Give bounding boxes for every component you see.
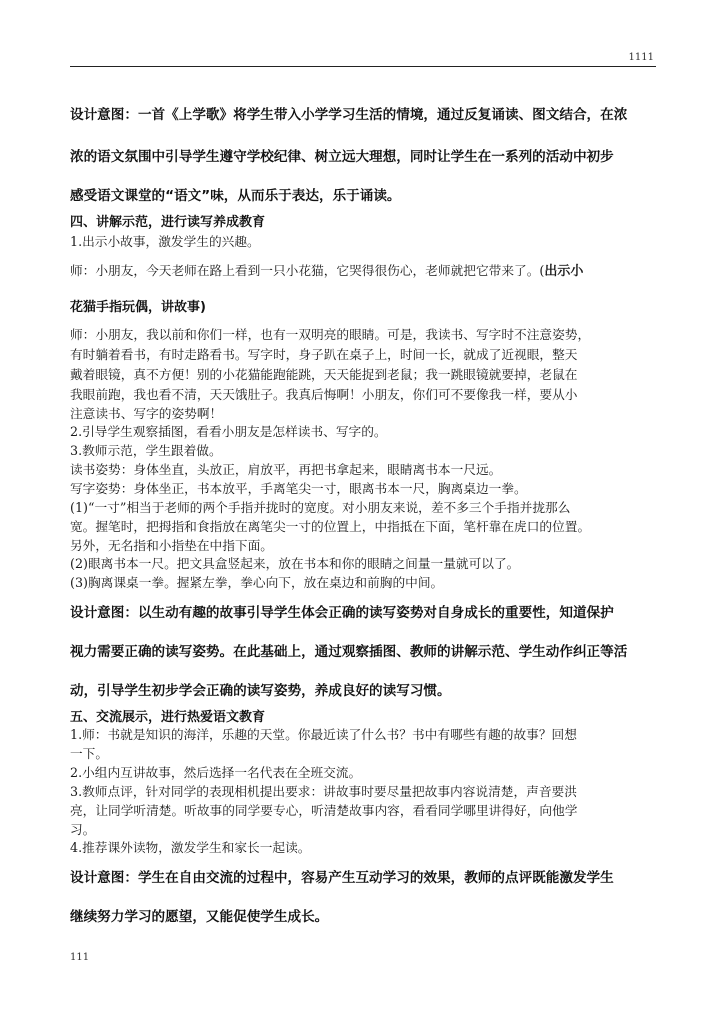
story-line: 戴着眼镜，真不方便！别的小花猫能跑能跳，天天能捉到老鼠；我一跳眼镜就要掉，老鼠在 <box>70 367 578 382</box>
design-intent-3-line1: 设计意图：学生在自由交流的过程中，容易产生互动学习的效果，教师的点评既能激发学生 <box>70 870 614 886</box>
story-line: 我眼前跑，我也看不清，天天饿肚子。我真后悔啊！小朋友，你们可不要像我一样，要从小 <box>70 387 578 402</box>
section5-item3-line: 习。 <box>70 822 96 837</box>
section5-item2: 2.小组内互讲故事，然后选择一名代表在全班交流。 <box>70 765 362 780</box>
section5-item4: 4.推荐课外读物，激发学生和家长一起读。 <box>70 840 311 855</box>
section5-item1-line: 1.师：书就是知识的海洋，乐趣的天堂。你最近读了什么书？书中有哪些有趣的故事？回想 <box>70 727 577 742</box>
teacher1-line2: 花猫手指玩偶，讲故事) <box>70 300 206 315</box>
design-intent-1-line2: 浓的语文氛围中引导学生遵守学校纪律、树立远大理想，同时让学生在一系列的活动中初步 <box>70 149 614 165</box>
teacher1-line1-text: 师：小朋友，今天老师在路上看到一只小花猫，它哭得很伤心，老师就把它带来了。( <box>70 263 545 278</box>
note1-line: 宽。握笔时，把拇指和食指放在离笔尖一寸的位置上，中指抵在下面，笔杆靠在虎口的位置。 <box>70 519 591 534</box>
header-page-number: 1111 <box>628 52 654 63</box>
section5-item3-line: 亮，让同学听清楚。听故事的同学要专心，听清楚故事内容，看看同学哪里讲得好，向他学 <box>70 803 578 818</box>
writing-posture: 写字姿势：身体坐正，书本放平，手离笔尖一寸，眼离书本一尺，胸离桌边一拳。 <box>70 481 527 496</box>
design-intent-2-line2: 视力需要正确的读写姿势。在此基础上，通过观察插图、教师的讲解示范、学生动作纠正等活 <box>70 644 628 660</box>
section5-item1-line: 一下。 <box>70 746 109 761</box>
story-line: 师：小朋友，我以前和你们一样，也有一双明亮的眼睛。可是，我读书、写字时不注意姿势， <box>70 327 591 342</box>
story-line: 注意读书、写字的姿势啊！ <box>70 406 223 421</box>
teacher1-line1-bold: 出示小 <box>544 264 584 279</box>
note1-line: (1)“一寸”相当于老师的两个手指并拢时的宽度。对小朋友来说，差不多三个手指并拢那么 <box>70 500 571 515</box>
section4-item2: 2.引导学生观察插图，看看小朋友是怎样读书、写字的。 <box>70 424 387 439</box>
design-intent-2-line1: 设计意图：以生动有趣的故事引导学生体会正确的读写姿势对自身成长的重要性，知道保护 <box>70 605 614 621</box>
section5-item3-line: 3.教师点评，针对同学的表现相机提出要求：讲故事时要尽量把故事内容说清楚，声音要洪 <box>70 784 577 799</box>
header-rule <box>70 66 656 67</box>
note2: (2)眼离书本一尺。把文具盒竖起来，放在书本和你的眼睛之间量一量就可以了。 <box>70 556 520 571</box>
section4-item1: 1.出示小故事，激发学生的兴趣。 <box>70 234 260 249</box>
design-intent-3-line2: 继续努力学习的愿望，又能促使学生成长。 <box>70 909 329 925</box>
section5-title: 五、交流展示，进行热爱语文教育 <box>70 710 266 725</box>
section4-title: 四、讲解示范，进行读写养成教育 <box>70 215 266 230</box>
design-intent-1-line3: 感受语文课堂的“语文”味，从而乐于表达，乐于诵读。 <box>70 188 401 204</box>
design-intent-1-line1: 设计意图：一首《上学歌》将学生带入小学学习生活的情境，通过反复诵读、图文结合，在浓 <box>70 107 628 123</box>
design-intent-2-line3: 动，引导学生初步学会正确的读写姿势，养成良好的读写习惯。 <box>70 683 451 699</box>
note1-line: 另外，无名指和小指垫在中指下面。 <box>70 538 273 553</box>
teacher1-line1 <box>70 260 660 279</box>
note3: (3)胸离课桌一拳。握紧左拳，拳心向下，放在桌边和前胸的中间。 <box>70 575 444 590</box>
section4-item3: 3.教师示范，学生跟着做。 <box>70 443 222 458</box>
footer-page-number: 111 <box>70 952 90 963</box>
reading-posture: 读书姿势：身体坐直，头放正，肩放平，再把书拿起来，眼睛离书本一尺远。 <box>70 462 502 477</box>
story-line: 有时躺着看书，有时走路看书。写字时，身子趴在桌子上，时间一长，就成了近视眼，整天 <box>70 347 578 362</box>
